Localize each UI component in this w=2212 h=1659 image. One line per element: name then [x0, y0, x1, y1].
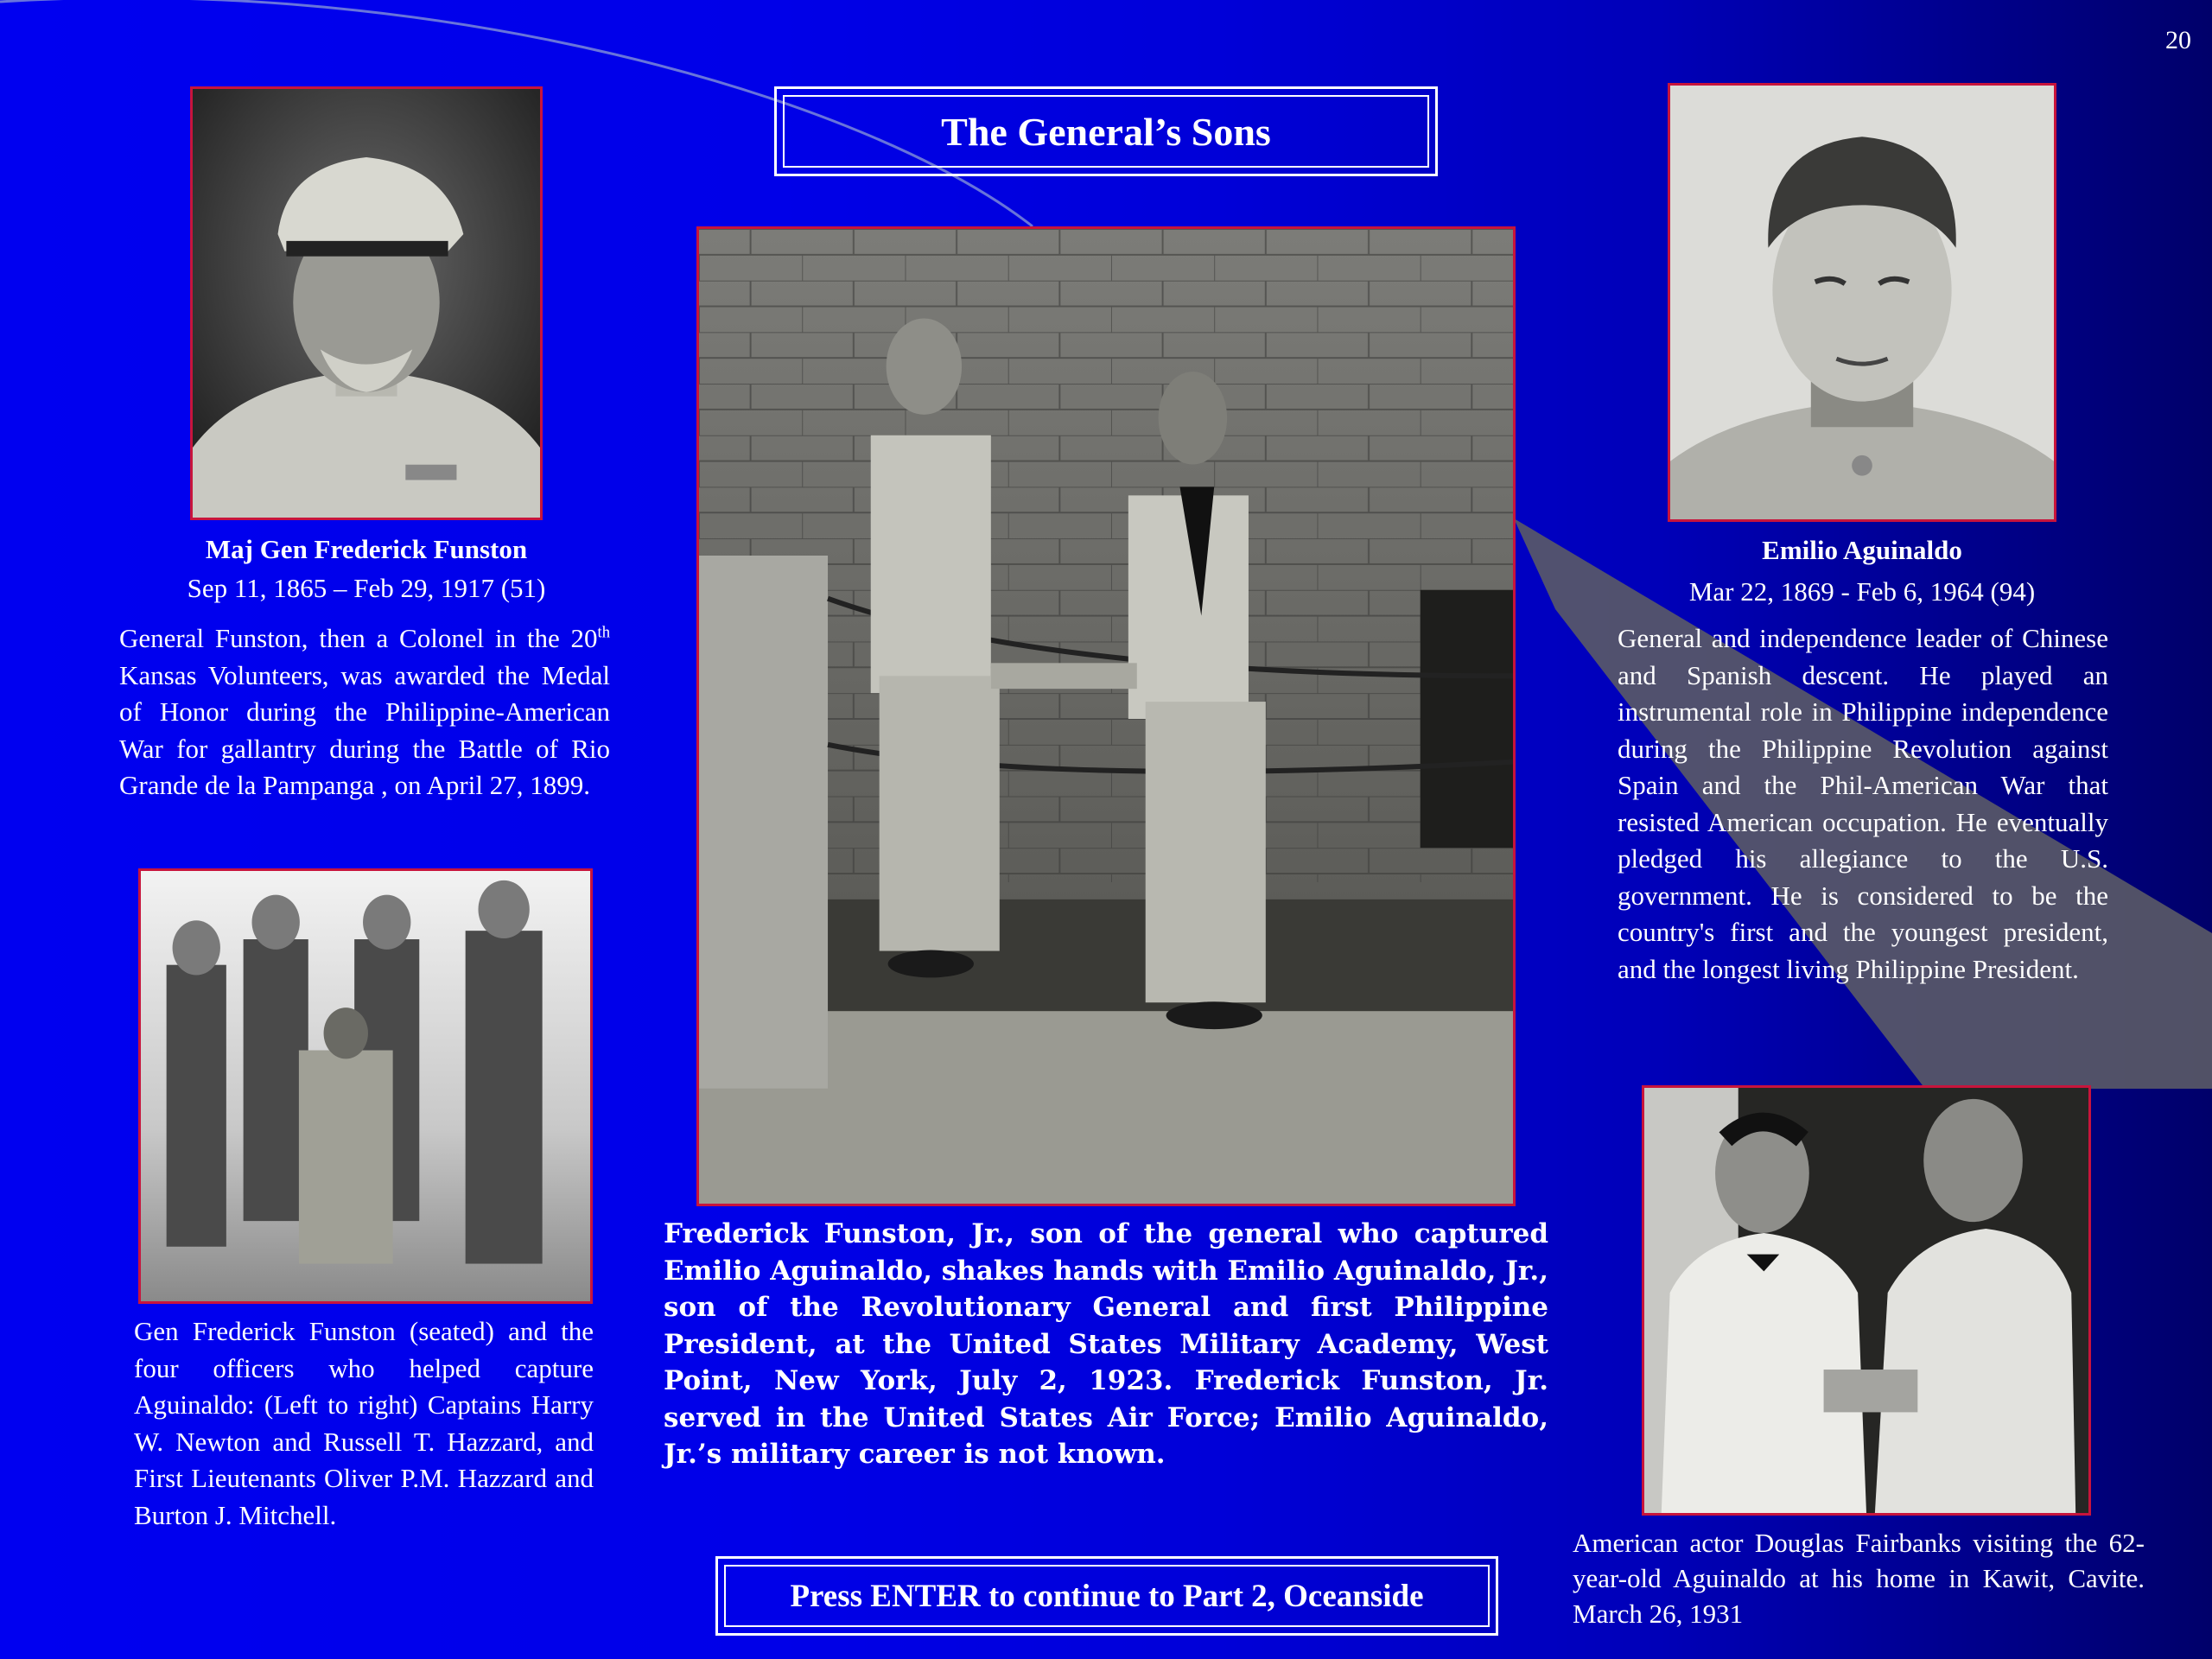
funston-bio-end: Kansas Volunteers, was awarded the Medal of Honor during the Philippine-American War for gallantry during the Battle of Rio Grande de la Pampanga , on April 27, 1899. — [119, 659, 610, 800]
page-number: 20 — [2165, 26, 2191, 54]
funston-bio — [119, 620, 610, 804]
sons-handshake-photo — [696, 226, 1516, 1206]
continue-button[interactable] — [715, 1556, 1498, 1636]
fairbanks-caption: American actor Douglas Fairbanks visiting the 62-year-old Aguinaldo at his home in Kawit, Cavite. March 26, 1931 — [1573, 1528, 2145, 1629]
aguinaldo-bio: General and independence leader of Chinese and Spanish descent. He played an instrumental role in Philippine independence during the Philippine Revolution against Spain and the Phil-American War that resisted American occupation. He eventually pledged his allegiance to the U.S. government. He is considered to be the country's first and the youngest president, and the longest living Philippine President. — [1618, 623, 2108, 984]
slide-title: The General’s Sons — [941, 109, 1271, 154]
funston-dates: Sep 11, 1865 – Feb 29, 1917 (51) — [187, 573, 546, 603]
funston-portrait — [190, 86, 543, 520]
officers-group-photo — [138, 868, 593, 1304]
funston-bio-start: General Funston, then a Colonel in the 20 — [119, 623, 598, 653]
funston-bio-superscript: th — [597, 623, 610, 642]
center-photo-caption: Frederick Funston, Jr., son of the general who captured Emilio Aguinaldo, shakes hands with Emilio Aguinaldo, Jr., son of the Revolutionary General and first Philippine President, at the United States Military Academy, West Point, New York, July 2, 1923. Frederick Funston, Jr. served in the United States Air Force; Emilio Aguinaldo, Jr.’s military career is not known. — [664, 1218, 1548, 1470]
aguinaldo-name: Emilio Aguinaldo — [1762, 535, 1962, 565]
aguinaldo-dates: Mar 22, 1869 - Feb 6, 1964 (94) — [1688, 576, 2036, 607]
officers-caption: Gen Frederick Funston (seated) and the four officers who helped capture Aguinaldo: (Left to right) Captains Harry W. Newton and Russell T. Hazzard, and First Lieutenants Oliver P.M. Hazzard and Burton J. Mitchell. — [134, 1316, 594, 1530]
slide-title-box — [774, 86, 1438, 176]
funston-name: Maj Gen Frederick Funston — [205, 534, 528, 564]
fairbanks-photo — [1642, 1085, 2091, 1516]
continue-button-label: Press ENTER to continue to Part 2, Oceanside — [790, 1578, 1424, 1614]
aguinaldo-portrait — [1668, 83, 2056, 522]
